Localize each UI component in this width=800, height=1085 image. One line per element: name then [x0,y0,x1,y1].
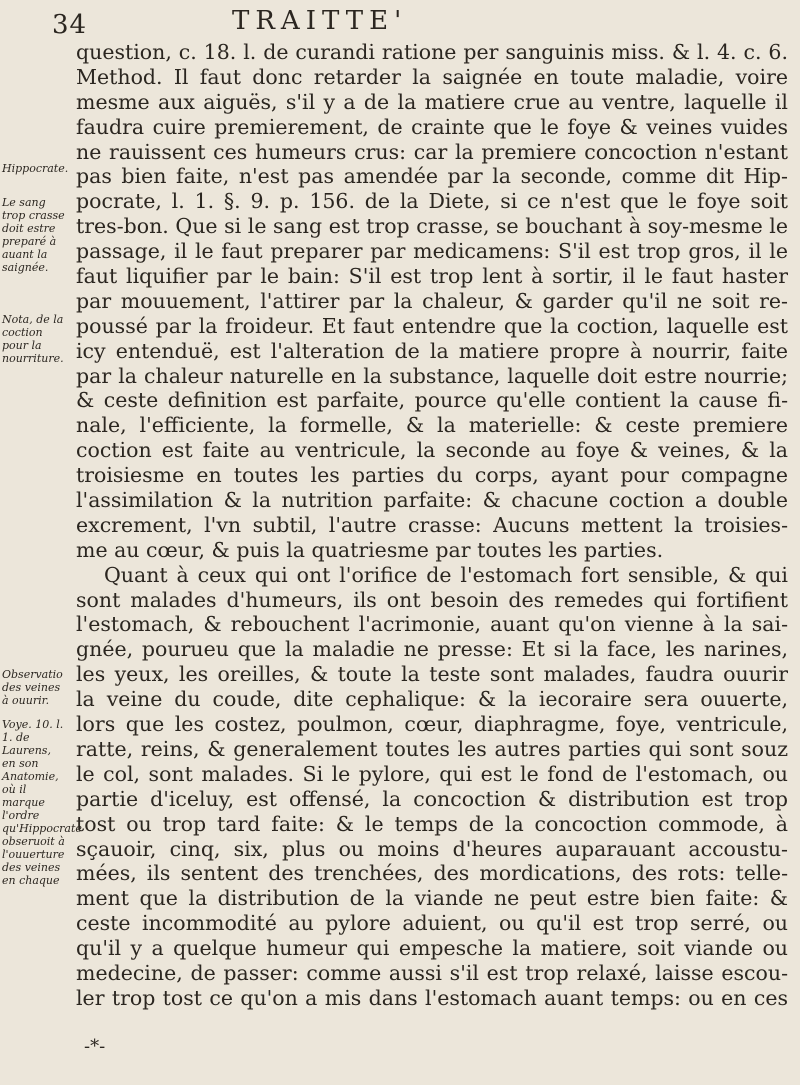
margin-note: Nota, de la coction pour la nourriture. [2,313,64,365]
text-line: question, c. 18. l. de curandi ratione per sanguinis miss. & l. 4. c. 6. [76,40,788,64]
margin-note: Observatio des veines à ouurir. [2,668,63,707]
text-line: par la chaleur naturelle en la substance, laquelle doit estre nourrie; [76,363,788,388]
body-text [76,40,788,1011]
text-line: poussé par la froideur. Et faut entendre que la coction, laquelle est [76,313,788,338]
text-line: medecine, de passer: comme aussi s'il est trop relaxé, laisse escou- [76,960,788,985]
text-line: ne rauissent ces humeurs crus: car la premiere concoction n'estant [76,139,788,164]
text-line: l'estomach, & rebouchent l'acrimonie, auant qu'on vienne à la sai- [76,612,788,637]
text-line: le col, sont malades. Si le pylore, qui est le fond de l'estomach, ou [76,761,788,786]
page-number: 34 [52,10,88,40]
text-line: tres-bon. Que si le sang est trop crasse, se bouchant à soy-mesme le [76,214,788,239]
text-line: pas bien faite, n'est pas amendée par la seconde, comme dit Hip- [76,164,788,189]
text-line: ceste incommodité au pylore aduient, ou qu'il est trop serré, ou [76,911,788,936]
text-line: qu'il y a quelque humeur qui empesche la matiere, soit viande ou [76,936,788,961]
text-line: icy entenduë, est l'alteration de la matiere propre à nourrir, faite [76,338,788,363]
text-line: excrement, l'vn subtil, l'autre crasse: Aucuns mettent la troisies- [76,512,788,537]
text-line: faudra cuire premierement, de crainte que le foye & veines vuides [76,114,788,139]
margin-note: Voye. 10. l. 1. de Laurens, en son Anatomie, où il marque l'ordre qu'Hippocrate obseruoit à l'ouuerture des veines en chaque [2,718,82,887]
text-line: coction est faite au ventricule, la seconde au foye & veines, & la [76,438,788,463]
margin-note: Le sang trop crasse doit estre preparé à auant la saignée. [2,196,65,274]
text-line: gnée, pourueu que la maladie ne presse: Et si la face, les narines, [76,637,788,662]
text-line: la veine du coude, dite cephalique: & la iecoraire sera ouuerte, [76,687,788,712]
text-line: l'assimilation & la nutrition parfaite: & chacune coction a double [76,488,788,513]
footer-mark: -*- [84,1036,106,1057]
text-line: sont malades d'humeurs, ils ont besoin des remedes qui fortifient [76,587,788,612]
text-line: Quant à ceux qui ont l'orifice de l'estomach fort sensible, & qui [104,562,788,587]
text-line: lors que les costez, poulmon, cœur, diaphragme, foye, ventricule, [76,712,788,737]
text-line: ment que la distribution de la viande ne peut estre bien faite: & [76,886,788,911]
text-line: partie d'iceluy, est offensé, la concoction & distribution est trop [76,786,788,811]
text-line: les yeux, les oreilles, & toute la teste sont malades, faudra ouurir [76,662,788,687]
text-line: mées, ils sentent des trenchées, des mordications, des rots: telle- [76,861,788,886]
text-line: par mouuement, l'attirer par la chaleur, & garder qu'il ne soit re- [76,288,788,313]
text-line: ratte, reins, & generalement toutes les autres parties qui sont souz [76,736,788,761]
text-line: sçauoir, cinq, six, plus ou moins d'heures auparauant accoustu- [76,836,788,861]
text-line: me au cœur, & puis la quatriesme par toutes les parties. [76,537,664,562]
text-line: pocrate, l. 1. §. 9. p. 156. de la Diete, si ce n'est que le foye soit [76,189,788,214]
text-line: Method. Il faut donc retarder la saignée en toute maladie, voire [76,64,788,89]
text-line: ler trop tost ce qu'on a mis dans l'estomach auant temps: ou en ces [76,985,788,1010]
text-line: troisiesme en toutes les parties du corps, ayant pour compagne [76,463,788,488]
running-title: TRAITTE' [232,6,408,36]
text-line: faut liquifier par le bain: S'il est trop lent à sortir, il le faut haster [76,264,788,289]
text-line: tost ou trop tard faite: & le temps de la concoction commode, à [76,811,788,836]
text-line: passage, il le faut preparer par medicamens: S'il est trop gros, il le [76,239,788,264]
text-line: mesme aux aiguës, s'il y a de la matiere crue au ventre, laquelle il [76,89,788,114]
margin-note: Hippocrate. [2,162,69,175]
text-line: & ceste definition est parfaite, pource qu'elle contient la cause fi- [76,388,788,413]
text-line: nale, l'efficiente, la formelle, & la materielle: & ceste premiere [76,413,788,438]
